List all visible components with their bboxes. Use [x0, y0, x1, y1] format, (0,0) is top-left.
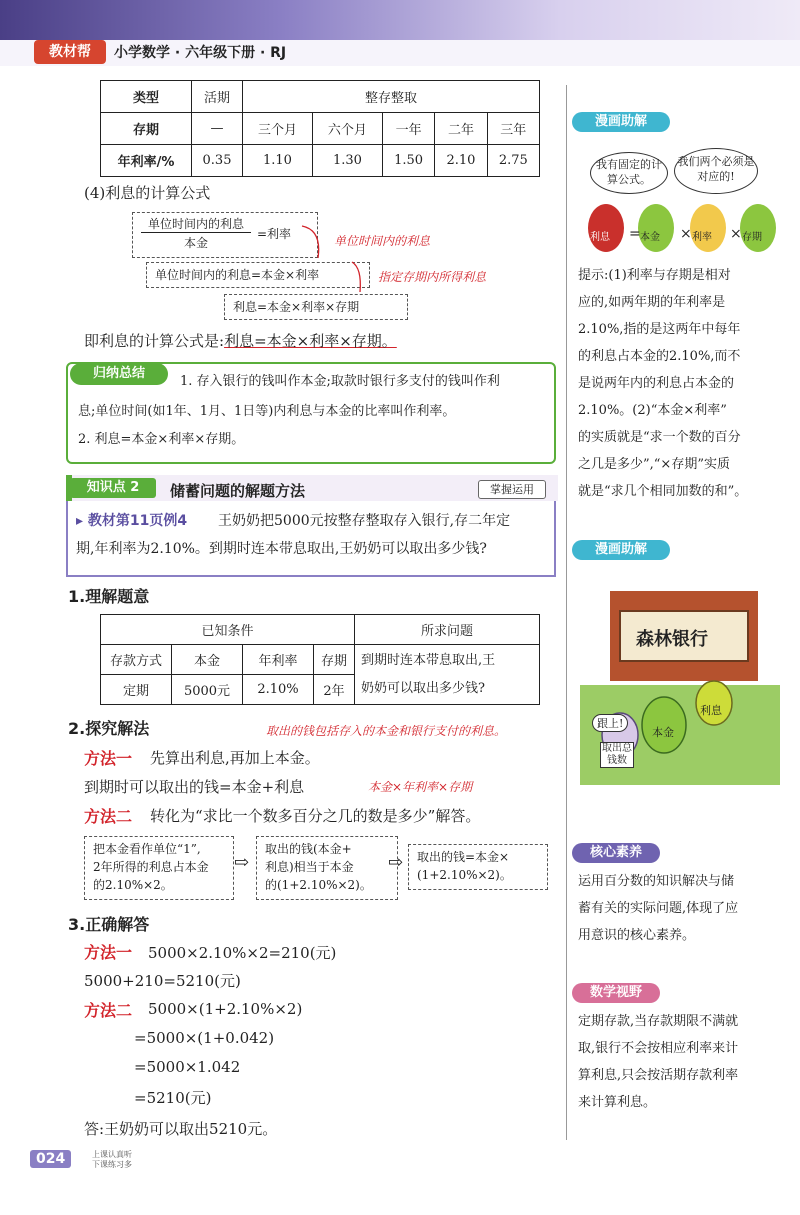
bank-sign: 森林银行: [636, 629, 708, 650]
character-label: 本金: [640, 232, 660, 243]
step2-note: 取出的钱包括存入的本金和银行支付的利息。: [266, 724, 507, 738]
summary-line-3: 2. 利息=本金×利率×存期。: [78, 432, 245, 447]
character-label: 存期: [742, 232, 762, 243]
text-line: 的利息占本金的2.10%,而不: [578, 349, 741, 364]
brand-logo: 教材帮: [34, 40, 106, 64]
step3-heading: 3.正确解答: [68, 915, 150, 934]
table-cell: 0.35: [192, 145, 243, 177]
times-symbol: ×: [730, 226, 742, 242]
formula-heading: (4)利息的计算公式: [84, 184, 211, 202]
table-cell: 定期: [101, 675, 172, 705]
table-cell: 1.10: [243, 145, 313, 177]
table-head-question: 所求问题: [355, 615, 540, 645]
table-cell: 存期: [101, 113, 192, 145]
table-cell: 类型: [101, 81, 192, 113]
method2-text: 转化为“求比一个数多百分之几的数是多少”解答。: [150, 807, 481, 825]
knowledge-point-tag: 知识点 2: [70, 478, 156, 498]
table-cell: 5000元: [172, 675, 243, 705]
example-line-2: 期,年利率为2.10%。到期时连本带息取出,王奶奶可以取出多少钱?: [76, 541, 487, 557]
table-cell: 2年: [314, 675, 355, 705]
comic-tag-1: 漫画助解: [572, 112, 670, 132]
flow-box-2-line: 的(1+2.10%×2)。: [265, 878, 372, 892]
summary-line-2: 息;单位时间(如1年、1月、1日等)内利息与本金的比率叫作利率。: [78, 404, 456, 419]
table-cell: 一年: [382, 113, 434, 145]
table-cell: 六个月: [312, 113, 382, 145]
formula-arrows: [290, 220, 410, 300]
text-line: 2.10%。(2)“本金×利率”: [578, 403, 727, 418]
flow-box-2-line: 取出的钱(本金+: [265, 842, 352, 856]
fraction-rhs: =利率: [257, 227, 292, 241]
note-unit-interest: 单位时间内的利息: [334, 234, 431, 248]
answer-line: 答:王奶奶可以取出5210元。: [84, 1120, 278, 1138]
equals-symbol: =: [629, 226, 641, 242]
formula-box-interest: 利息=本金×利率×存期: [224, 294, 408, 320]
question-cell: [355, 645, 540, 705]
flow-box-1-line: 把本金看作单位“1”,: [93, 842, 201, 856]
sidebar-divider: [566, 85, 567, 1140]
summary-line-1: 1. 存入银行的钱叫作本金;取款时银行多支付的钱叫作利: [180, 374, 500, 389]
table-cell: 1.50: [382, 145, 434, 177]
text-line: 运用百分数的知识解决与储: [578, 874, 735, 889]
table-cell: 年利率/%: [101, 145, 192, 177]
flow-box-2-line: 利息)相当于本金: [265, 860, 354, 874]
method2-label: 方法二: [84, 807, 133, 826]
problem-table: [100, 614, 540, 705]
solution1-line-2: 5000+210=5210(元): [84, 972, 241, 990]
text-line: 就是“求几个相同加数的和”。: [578, 484, 748, 499]
method1-text: 先算出利息,再加上本金。: [150, 749, 320, 767]
conclusion-prefix: 即利息的计算公式是:: [84, 332, 225, 350]
solution1-label: 方法一: [84, 943, 133, 962]
text-line: 定期存款,当存款期限不满就: [578, 1014, 739, 1029]
table-cell: 2.10: [435, 145, 487, 177]
table-cell: 1.30: [312, 145, 382, 177]
table-cell: 2.75: [487, 145, 539, 177]
speech-follow: 跟上!: [592, 714, 628, 732]
interest-rate-table: [100, 80, 540, 177]
text-line: 的实质就是“求一个数的百分: [578, 430, 741, 445]
character-label-principal: 本金: [652, 726, 674, 739]
math-view-text: [578, 1008, 778, 1116]
flow-arrow-icon: ⇨: [234, 852, 250, 873]
method1-label: 方法一: [84, 749, 133, 768]
question-line-1: 到期时连本带息取出,王: [361, 652, 496, 668]
example-line-1: 王奶奶把5000元按整存整取存入银行,存二年定: [218, 513, 511, 529]
step1-heading: 1.理解题意: [68, 587, 150, 606]
formula-box-unit-interest: 单位时间内的利息=本金×利率: [146, 262, 370, 288]
flow-arrow-icon: ⇨: [388, 852, 404, 873]
note-period-interest: 指定存期内所得利息: [378, 270, 487, 284]
text-line: 是说两年内的利息占本金的: [578, 376, 735, 391]
solution2-line-4: =5210(元): [134, 1089, 212, 1107]
flow-box-3: [408, 844, 548, 890]
text-line: 之几是多少”,“×存期”实质: [578, 457, 730, 472]
solution2-line-1: 5000×(1+2.10%×2): [148, 1000, 303, 1018]
text-line: 取,银行不会按相应利率来计: [578, 1041, 739, 1056]
conclusion-line: [84, 330, 397, 351]
sign-total-money: 取出总钱数: [602, 743, 632, 766]
text-line: 算利息,只会按活期存款利率: [578, 1068, 739, 1083]
knowledge-point-title: 储蓄问题的解题方法: [170, 482, 306, 500]
table-cell: 年利率: [243, 645, 314, 675]
table-cell: 本金: [172, 645, 243, 675]
table-cell: 存期: [314, 645, 355, 675]
speech-bubble-2: 我们两个必须是对应的!: [674, 148, 758, 194]
flow-box-1: [84, 836, 234, 900]
text-line: 应的,如两年期的年利率是: [578, 295, 726, 310]
step2-heading: 2.探究解法: [68, 719, 150, 738]
example-reference: ▸ 教材第11页例4: [76, 513, 188, 529]
table-cell: 存款方式: [101, 645, 172, 675]
method1-note: 本金×年利率×存期: [368, 780, 473, 794]
text-line: 来计算利息。: [578, 1095, 657, 1110]
footer-tagline: 上课认真听 下课练习多: [92, 1150, 132, 1169]
solution1-line-1: 5000×2.10%×2=210(元): [148, 944, 337, 962]
book-title: 小学数学 · 六年级下册 · RJ: [114, 45, 287, 61]
times-symbol: ×: [680, 226, 692, 242]
character-label: 利率: [692, 232, 712, 243]
arrow-curve-1: [302, 226, 319, 258]
page-number: 024: [30, 1150, 71, 1168]
math-view-tag: 数学视野: [572, 983, 660, 1003]
mastery-badge: 掌握运用: [478, 480, 546, 499]
flow-box-3-line: 取出的钱=本金×: [417, 850, 510, 864]
summary-tag: 归纳总结: [70, 363, 168, 385]
text-line: 提示:(1)利率与存期是相对: [578, 268, 731, 283]
table-cell: 活期: [192, 81, 243, 113]
speech-bubble-1: 我有固定的计算公式。: [590, 152, 668, 194]
flow-box-1-line: 的2.10%×2。: [93, 878, 173, 892]
comic1-explanation: [578, 262, 778, 505]
fraction-denominator: 本金: [183, 236, 208, 250]
flow-box-3-line: (1+2.10%×2)。: [417, 868, 512, 882]
table-cell: 整存整取: [243, 81, 540, 113]
table-cell: —: [192, 113, 243, 145]
table-cell: 三个月: [243, 113, 313, 145]
table-head-known: 已知条件: [101, 615, 355, 645]
core-text: [578, 868, 778, 949]
flow-box-2: [256, 836, 398, 900]
method1-line: 到期时可以取出的钱=本金+利息: [84, 778, 305, 796]
arrow-curve-2: [352, 262, 360, 292]
table-cell: 2.10%: [243, 675, 314, 705]
core-tag: 核心素养: [572, 843, 660, 863]
character-label: 利息: [590, 232, 610, 243]
question-line-2: 奶奶可以取出多少钱?: [361, 680, 485, 696]
solution2-line-3: =5000×1.042: [134, 1058, 241, 1076]
conclusion-formula: 利息=本金×利率×存期。: [224, 332, 397, 350]
solution2-label: 方法二: [84, 1001, 133, 1020]
flow-box-1-line: 2年所得的利息占本金: [93, 860, 209, 874]
text-line: 2.10%,指的是这两年中每年: [578, 322, 741, 337]
comic-tag-2: 漫画助解: [572, 540, 670, 560]
table-cell: 二年: [435, 113, 487, 145]
character-label-interest: 利息: [700, 704, 722, 717]
table-cell: 三年: [487, 113, 539, 145]
solution2-line-2: =5000×(1+0.042): [134, 1029, 275, 1047]
text-line: 用意识的核心素养。: [578, 928, 696, 943]
text-line: 蓄有关的实际问题,体现了应: [578, 901, 739, 916]
fraction-numerator: 单位时间内的利息: [141, 215, 251, 233]
